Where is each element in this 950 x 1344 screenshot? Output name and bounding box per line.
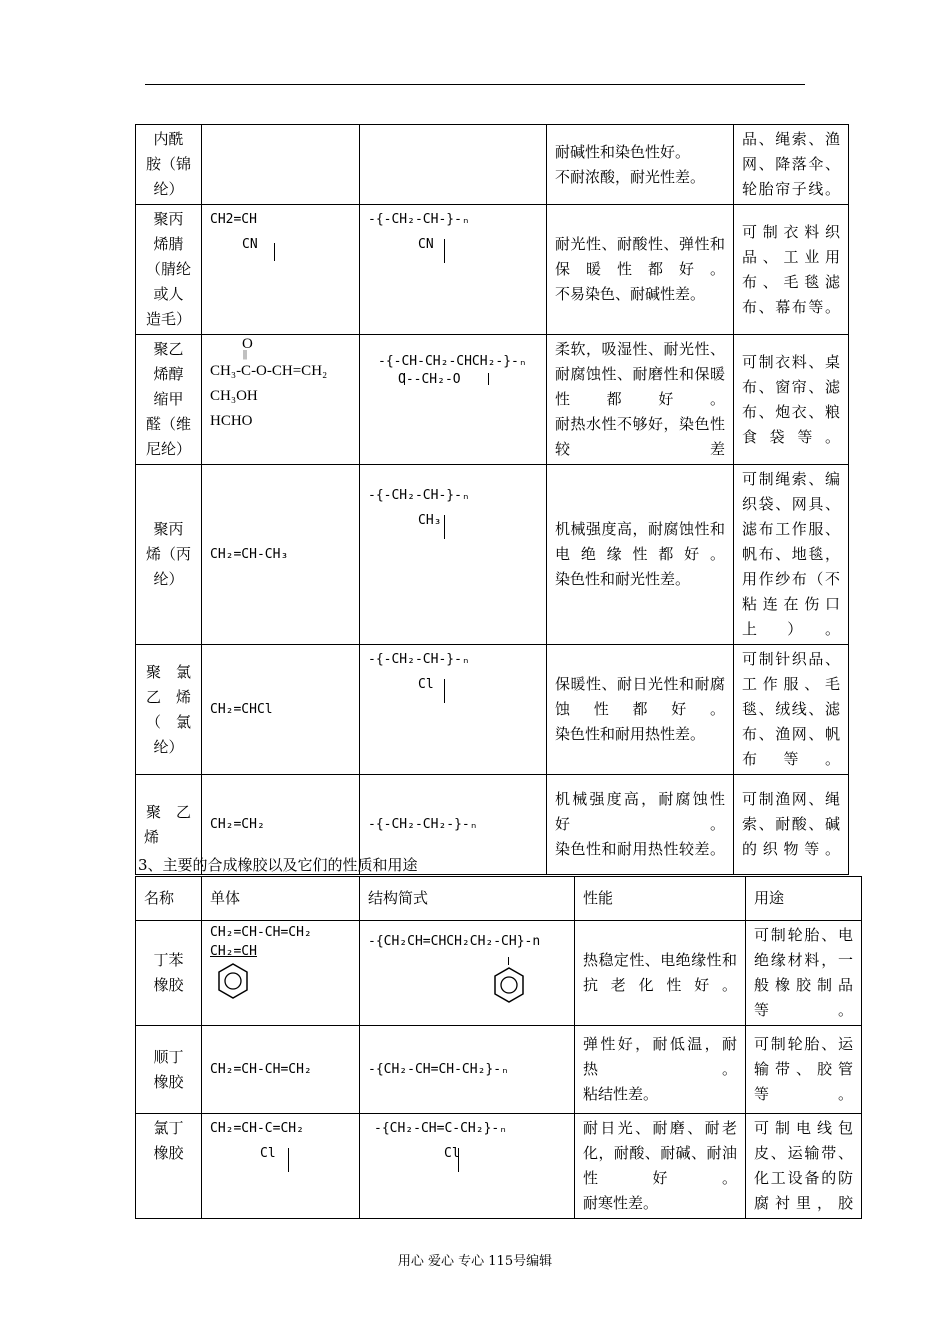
property-line: 机械强度高，耐腐蚀性和电绝缘性都好。: [555, 520, 725, 563]
fiber-name: [136, 335, 202, 465]
bond-line: [488, 373, 489, 385]
formula-line: -{CH₂-CH=CH-CH₂}-ₙ: [368, 1062, 509, 1077]
section-title: 3、主要的合成橡胶以及它们的性质和用途: [138, 856, 418, 874]
name-line: 聚乙: [153, 340, 184, 358]
uses-cell: 可制针织品、工作服、毛毯、绒线、滤布、渔网、帆布等。: [734, 645, 849, 775]
property-line: 染色性和耐光性差。: [555, 570, 691, 588]
monomer-cell: O || CH₃-C-O-CH=CH₂ CH₃OH HCHO: [202, 335, 360, 465]
property-line: 保暖性、耐日光性和耐腐蚀性都好。: [555, 675, 725, 718]
formula-line: CH₂=CH-CH₃: [210, 547, 289, 562]
property-line: 弹性好，耐低温，耐热。: [583, 1035, 737, 1078]
name-line: （ 氯: [145, 712, 191, 731]
properties-cell: [575, 1026, 746, 1114]
formula-line: O: [242, 336, 253, 352]
name-line: 橡胶: [153, 1144, 184, 1162]
bond-line: [274, 243, 275, 261]
uses-cell: 可制绳索、编织袋、网具、滤布工作服、帆布、地毯，用作纱布（不粘连在伤口上）。: [734, 465, 849, 645]
formula-line: Cl: [260, 1146, 276, 1161]
property-line: 不易染色、耐碱性差。: [555, 285, 706, 303]
properties-cell: [575, 1114, 746, 1219]
structure-cell: [360, 125, 547, 205]
uses-cell: 可制电线包皮、运输带、化工设备的防腐衬里，胶: [746, 1114, 862, 1219]
formula-line: Cl: [418, 677, 434, 692]
structure-cell: [360, 205, 547, 335]
properties-cell: [547, 645, 734, 775]
uses-cell: 品、绳索、渔网、降落伞、轮胎帘子线。: [734, 125, 849, 205]
table-row: [136, 921, 862, 1026]
name-line: 烯（丙: [145, 545, 191, 563]
formula-line: CH₂=CH-C=CH₂: [210, 1121, 304, 1136]
monomer-cell: [202, 465, 360, 645]
uses-cell: 可制轮胎、电绝缘材料，一般橡胶制品等。: [746, 921, 862, 1026]
structure-cell: [360, 335, 547, 465]
formula-line: CH₂=CH₂: [210, 817, 265, 832]
formula-line: CH₃-C-O-CH=CH₂: [210, 363, 328, 379]
table-row: [136, 335, 849, 465]
structure-cell: [360, 1026, 575, 1114]
rubber-name: [136, 1114, 202, 1219]
rubber-name: [136, 921, 202, 1026]
property-line: 机械强度高，耐腐蚀性好。: [555, 790, 725, 833]
formula-line: -{-CH-CH₂-CHCH₂-}-ₙ: [378, 354, 527, 369]
properties-cell: [547, 125, 734, 205]
formula-line: -{-CH₂-CH₂-}-ₙ: [368, 817, 478, 832]
fiber-name: [136, 205, 202, 335]
formula-line: -{-CH₂-CH-}-ₙ: [368, 212, 470, 227]
name-line: 纶）: [153, 737, 184, 756]
formula-line: CN: [418, 237, 434, 252]
property-line: 耐日光、耐磨、耐老化，耐酸、耐碱、耐油性好。: [583, 1119, 737, 1187]
uses-cell: 可制渔网、绳索、耐酸、碱的织物等。: [734, 775, 849, 875]
table-row: [136, 645, 849, 775]
benzene-ring-icon: [216, 961, 250, 1001]
name-line: 纶）: [153, 570, 184, 588]
property-line: 粘结性差。: [583, 1085, 659, 1103]
header-properties: 性能: [575, 877, 746, 921]
fiber-table: [135, 124, 849, 875]
uses-cell: 可制衣料、桌布、窗帘、滤布、炮衣、粮食袋等。: [734, 335, 849, 465]
monomer-cell: [202, 205, 360, 335]
table-row: [136, 125, 849, 205]
structure-cell: [360, 921, 575, 1026]
bond-line: [508, 957, 509, 965]
formula-line: CH₂=CHCl: [210, 702, 273, 717]
uses-cell: 可制轮胎、运输带、胶管等。: [746, 1026, 862, 1114]
name-line: 内酰: [153, 130, 184, 148]
bond-line: [444, 679, 445, 703]
properties-cell: [547, 775, 734, 875]
bond-line: [404, 373, 405, 385]
name-line: 或人: [153, 285, 184, 303]
formula-line: CH2=CH: [210, 212, 257, 227]
name-line: 橡胶: [153, 1072, 184, 1091]
uses-cell: 可制衣料织品、工业用布、毛毯滤布、幕布等。: [734, 205, 849, 335]
header-structure: 结构简式: [360, 877, 575, 921]
fiber-name: [136, 645, 202, 775]
fiber-name: [136, 465, 202, 645]
properties-cell: [547, 205, 734, 335]
formula-line: CN: [242, 237, 258, 252]
property-line: 耐热水性不够好，染色性较差: [555, 415, 725, 458]
formula-line: -{-CH₂-CH-}-ₙ: [368, 488, 470, 503]
benzene-ring-icon: [492, 965, 526, 1005]
formula-line: -{CH₂CH=CHCH₂CH₂-CH}-n: [368, 934, 541, 949]
name-line: 氯丁: [153, 1119, 184, 1137]
properties-cell: [547, 335, 734, 465]
name-line: 胺（锦: [145, 155, 191, 173]
properties-cell: [547, 465, 734, 645]
rubber-table: [135, 876, 862, 1219]
formula-line: CH₂=CH-CH=CH₂: [210, 925, 312, 940]
property-line: 柔软，吸湿性、耐光性、耐腐蚀性、耐磨性和保暖性都好。: [555, 340, 725, 408]
property-line: 耐寒性差。: [583, 1194, 659, 1212]
name-line: （腈纶: [145, 260, 191, 278]
page-footer: 用心 爱心 专心 115号编辑: [397, 1254, 553, 1269]
formula-line: -{-CH₂-CH-}-ₙ: [368, 652, 470, 667]
header-rule: [145, 84, 805, 85]
name-line: 烯醇: [153, 365, 184, 383]
property-line: 耐碱性和染色性好。: [555, 142, 691, 161]
table-row: [136, 1026, 862, 1114]
header-name: 名称: [136, 877, 202, 921]
formula-line: -{CH₂-CH=C-CH₂}-ₙ: [374, 1121, 508, 1136]
name-line: 聚丙: [153, 210, 184, 228]
monomer-cell: [202, 1026, 360, 1114]
bond-line: [288, 1148, 289, 1172]
header-monomer: 单体: [202, 877, 360, 921]
name-line: 缩甲: [153, 390, 184, 408]
bond-line: [444, 239, 445, 263]
name-line: 烯腈: [153, 235, 184, 253]
name-line: 聚丙: [153, 520, 184, 538]
formula-line: CH₂=CH-CH=CH₂: [210, 1062, 312, 1077]
formula-line: HCHO: [210, 413, 253, 429]
name-line: 聚 乙: [145, 802, 191, 821]
name-line: 橡胶: [153, 976, 184, 994]
name-line: 尼纶）: [145, 440, 191, 458]
rubber-name: [136, 1026, 202, 1114]
name-line: 顺丁: [153, 1047, 184, 1066]
structure-cell: [360, 1114, 575, 1219]
formula-line: CH₃OH: [210, 388, 258, 404]
formula-line: O--CH₂-O: [398, 372, 461, 387]
structure-cell: [360, 465, 547, 645]
name-line: 乙 烯: [145, 687, 191, 706]
header-row: [136, 877, 862, 921]
monomer-cell: [202, 645, 360, 775]
bond-line: [444, 515, 445, 539]
monomer-cell: [202, 921, 360, 1026]
formula-line: CH₂=CH: [210, 944, 257, 959]
formula-line: Cl: [444, 1146, 460, 1161]
name-line: 造毛）: [145, 310, 191, 328]
name-line: 纶）: [153, 180, 184, 198]
monomer-cell: [202, 125, 360, 205]
name-line: 聚 氯: [145, 662, 191, 681]
table-row: [136, 465, 849, 645]
table-row: [136, 1114, 862, 1219]
name-line: 烯: [144, 827, 160, 846]
monomer-cell: [202, 1114, 360, 1219]
name-line: 醛（维: [145, 415, 191, 433]
property-line: 耐光性、耐酸性、弹性和保暖性都好。: [555, 235, 725, 278]
structure-cell: [360, 645, 547, 775]
properties-cell: 热稳定性、电绝缘性和抗老化性好。: [575, 921, 746, 1026]
property-line: 不耐浓酸，耐光性差。: [555, 167, 706, 186]
formula-line: CH₃: [418, 513, 442, 528]
header-uses: 用途: [746, 877, 862, 921]
property-line: 染色性和耐用热性差。: [555, 725, 706, 743]
bond-line: [458, 1148, 459, 1172]
property-line: 染色性和耐用热性较差。: [555, 840, 725, 858]
fiber-name: [136, 125, 202, 205]
name-line: 丁苯: [153, 951, 184, 969]
table-row: [136, 205, 849, 335]
